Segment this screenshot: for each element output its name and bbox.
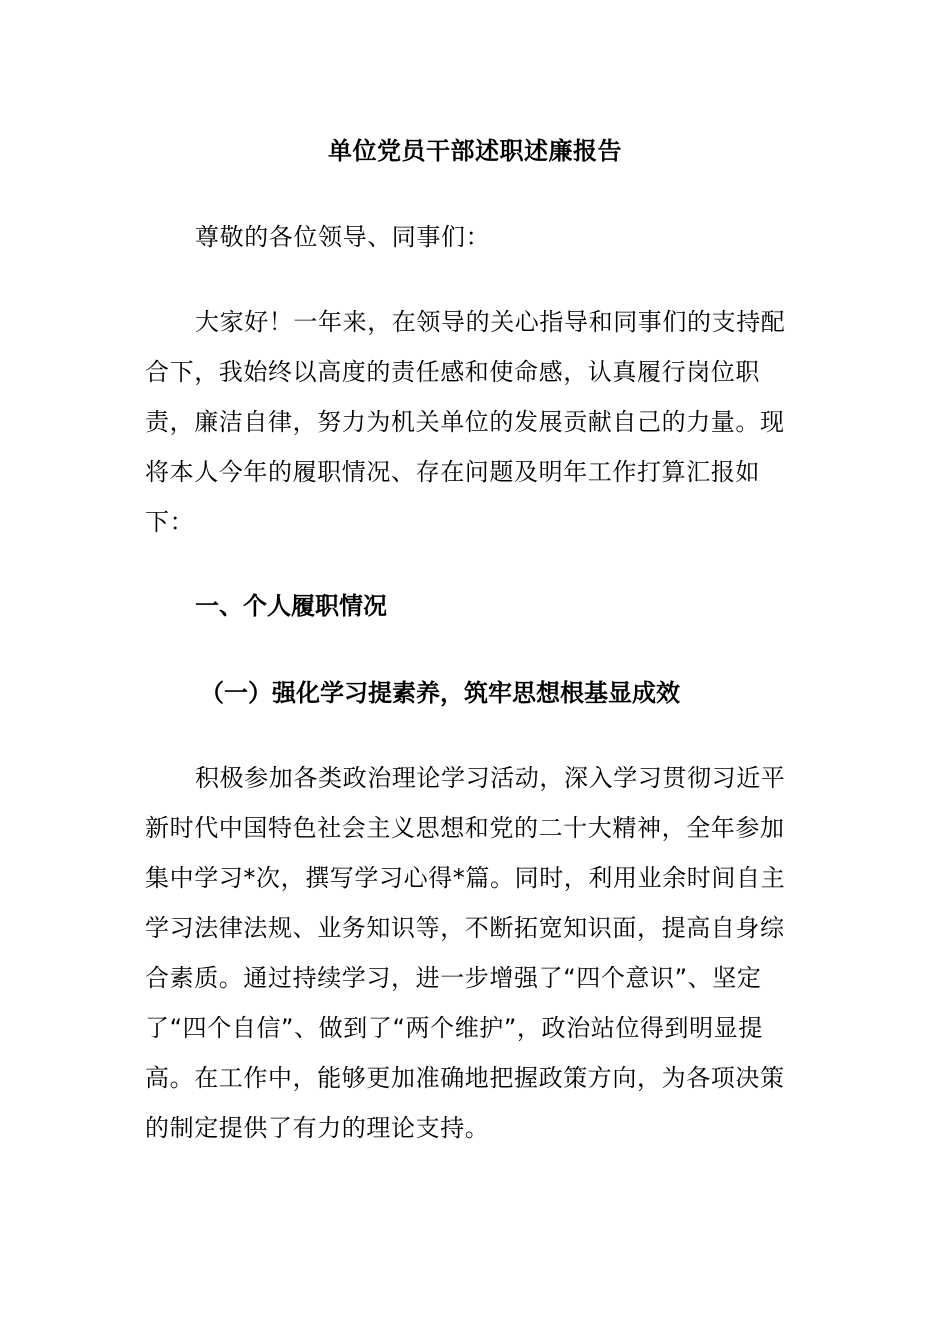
section-heading: 一、个人履职情况 bbox=[195, 592, 387, 620]
body-paragraph: 积极参加各类政治理论学习活动，深入学习贯彻习近平新时代中国特色社会主义思想和党的二十大精神，全年参加集中学习*次，撰写学习心得*篇。同时，利用业余时间自主学习法律法规、业务知识等，不断拓宽知识面，提高自身综合素质。通过持续学习，进一步增强了“四个意识”、坚定了“四个自信”、做到了“两个维护”，政治站位得到明显提高。在工作中，能够更加准确地把握政策方向，为各项决策的制定提供了有力的理论支持。 bbox=[145, 764, 786, 1142]
salutation: 尊敬的各位领导、同事们： bbox=[195, 223, 491, 251]
intro-paragraph: 大家好！一年来，在领导的关心指导和同事们的支持配合下，我始终以高度的责任感和使命感，认真履行岗位职责，廉洁自律，努力为机关单位的发展贡献自己的力量。现将本人今年的履职情况、存在问题及明年工作打算汇报如下： bbox=[145, 308, 786, 536]
subsection-heading: （一）强化学习提素养，筑牢思想根基显成效 bbox=[200, 679, 680, 707]
document-title: 单位党员干部述职述廉报告 bbox=[328, 137, 622, 165]
